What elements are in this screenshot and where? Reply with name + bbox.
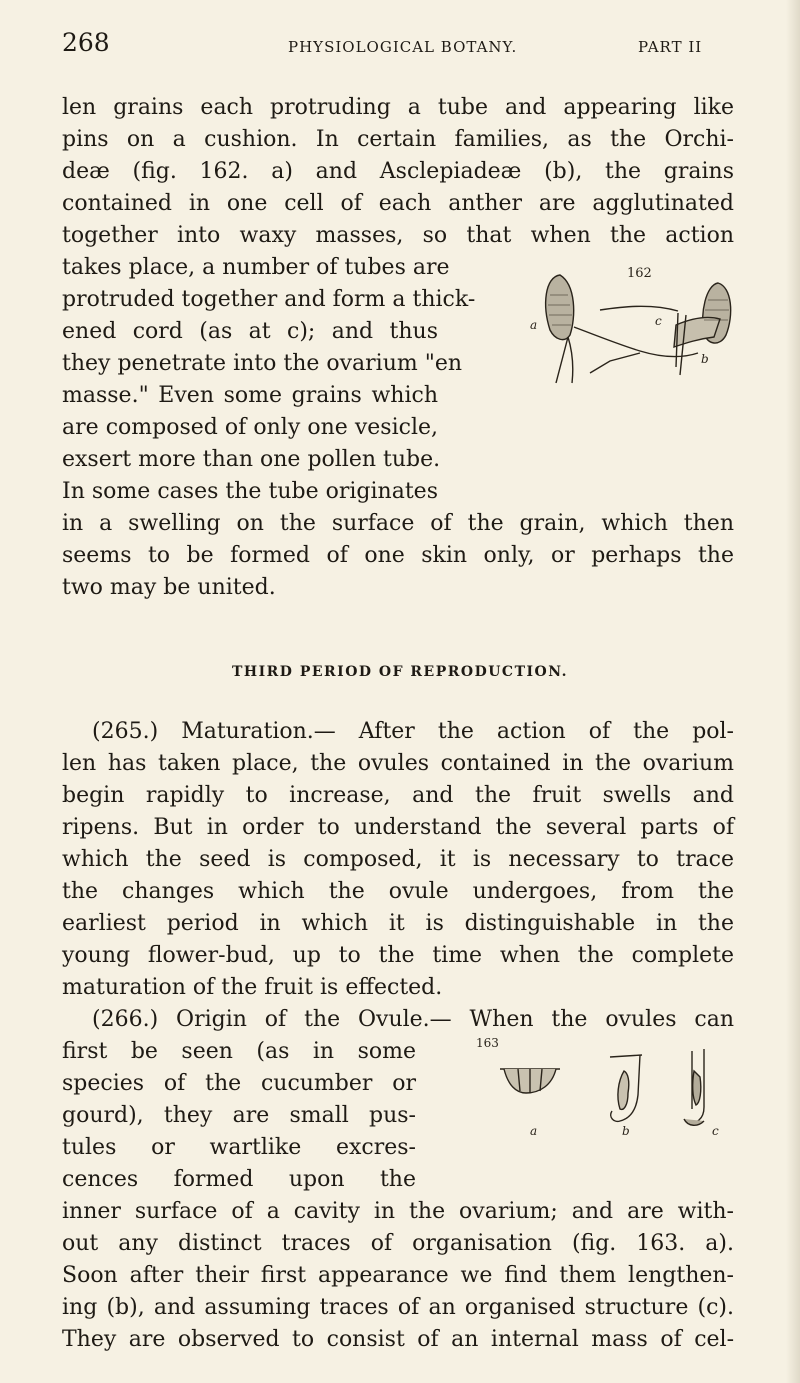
text-line: cences formed upon the (62, 1167, 416, 1192)
text-line: together into waxy masses, so that when the action (62, 223, 734, 248)
page-edge-shadow (786, 0, 800, 1383)
text-line: two may be united. (62, 575, 276, 600)
text-line: protruded together and form a thick- (62, 287, 476, 312)
text-line: inner surface of a cavity in the ovarium; and are with- (62, 1199, 734, 1224)
text-line: ripens. But in order to understand the several parts of (62, 815, 734, 840)
pollen-tube-left-2 (556, 337, 568, 383)
text-line: len has taken place, the ovules contained in the ovarium (62, 751, 734, 776)
text-line: begin rapidly to increase, and the fruit swells and (62, 783, 734, 808)
pollen-tube-b (590, 353, 640, 373)
text-line: they penetrate into the ovarium "en (62, 351, 463, 376)
pollen-tube-vertical (676, 313, 678, 367)
text-line: len grains each protruding a tube and appearing like (62, 95, 734, 120)
text-line: the changes which the ovule undergoes, from the (62, 879, 734, 904)
text-line: Soon after their first appearance we find them lengthen- (62, 1263, 734, 1288)
text-line: masse." Even some grains which (62, 383, 438, 408)
text-line: are composed of only one vesicle, (62, 415, 438, 440)
text-line: They are observed to consist of an internal mass of cel- (62, 1327, 734, 1352)
section-heading: THIRD PERIOD OF REPRODUCTION. (231, 664, 569, 680)
text-line: species of the cucumber or (62, 1071, 416, 1096)
part-label: PART II (638, 38, 703, 56)
ovule-c-nucleus (693, 1071, 701, 1105)
figure-162-label-a: a (530, 318, 538, 332)
pollen-mass-left (546, 275, 574, 340)
text-line: tules or wartlike excres- (62, 1135, 416, 1160)
figure-162-label-b: b (701, 352, 709, 366)
ovule-c-base (684, 1119, 704, 1125)
figure-163-ovule-development (460, 1035, 730, 1141)
text-line: out any distinct traces of organisation (fig. 163. a). (62, 1231, 734, 1256)
figure-163-number: 163 (476, 1036, 499, 1050)
text-line: young flower-bud, up to the time when the complete (62, 943, 734, 968)
running-header (0, 28, 800, 72)
text-line: ened cord (as at c); and thus (62, 319, 438, 344)
text-line: first be seen (as in some (62, 1039, 416, 1064)
figure-163-label-c: c (712, 1124, 719, 1138)
text-line: exsert more than one pollen tube. (62, 447, 441, 472)
text-line: in a swelling on the surface of the grain, which then (62, 511, 734, 536)
pollen-tube-left (568, 337, 573, 383)
figure-163-label-a: a (530, 1124, 538, 1138)
thickened-cord (600, 306, 678, 311)
text-line: (265.) Maturation.— After the action of the pol- (92, 719, 734, 744)
text-line: deæ (fig. 162. a) and Asclepiadeæ (b), the grains (62, 159, 734, 184)
text-line: gourd), they are small pus- (62, 1103, 416, 1128)
figure-162-pollen-masses (500, 255, 740, 395)
text-line: seems to be formed of one skin only, or perhaps the (62, 543, 734, 568)
text-line: In some cases the tube originates (62, 479, 438, 504)
figure-162-label-c: c (655, 314, 662, 328)
figure-162-number: 162 (627, 266, 652, 281)
ovule-b-nucleus (618, 1071, 629, 1109)
figure-163-label-b: b (622, 1124, 630, 1138)
page-number: 268 (62, 28, 110, 57)
text-line: pins on a cushion. In certain families, as the Orchi- (62, 127, 734, 152)
text-line: contained in one cell of each anther are agglutinated (62, 191, 734, 216)
text-line: ing (b), and assuming traces of an organised structure (c). (62, 1295, 734, 1320)
text-line: maturation of the fruit is effected. (62, 975, 443, 1000)
text-line: which the seed is composed, it is necessary to trace (62, 847, 734, 872)
text-line: (266.) Origin of the Ovule.— When the ovules can (92, 1007, 734, 1032)
text-line: earliest period in which it is distinguishable in the (62, 911, 734, 936)
text-line: takes place, a number of tubes are (62, 255, 450, 280)
ovule-b-top (610, 1055, 642, 1057)
running-title: PHYSIOLOGICAL BOTANY. (288, 38, 518, 56)
